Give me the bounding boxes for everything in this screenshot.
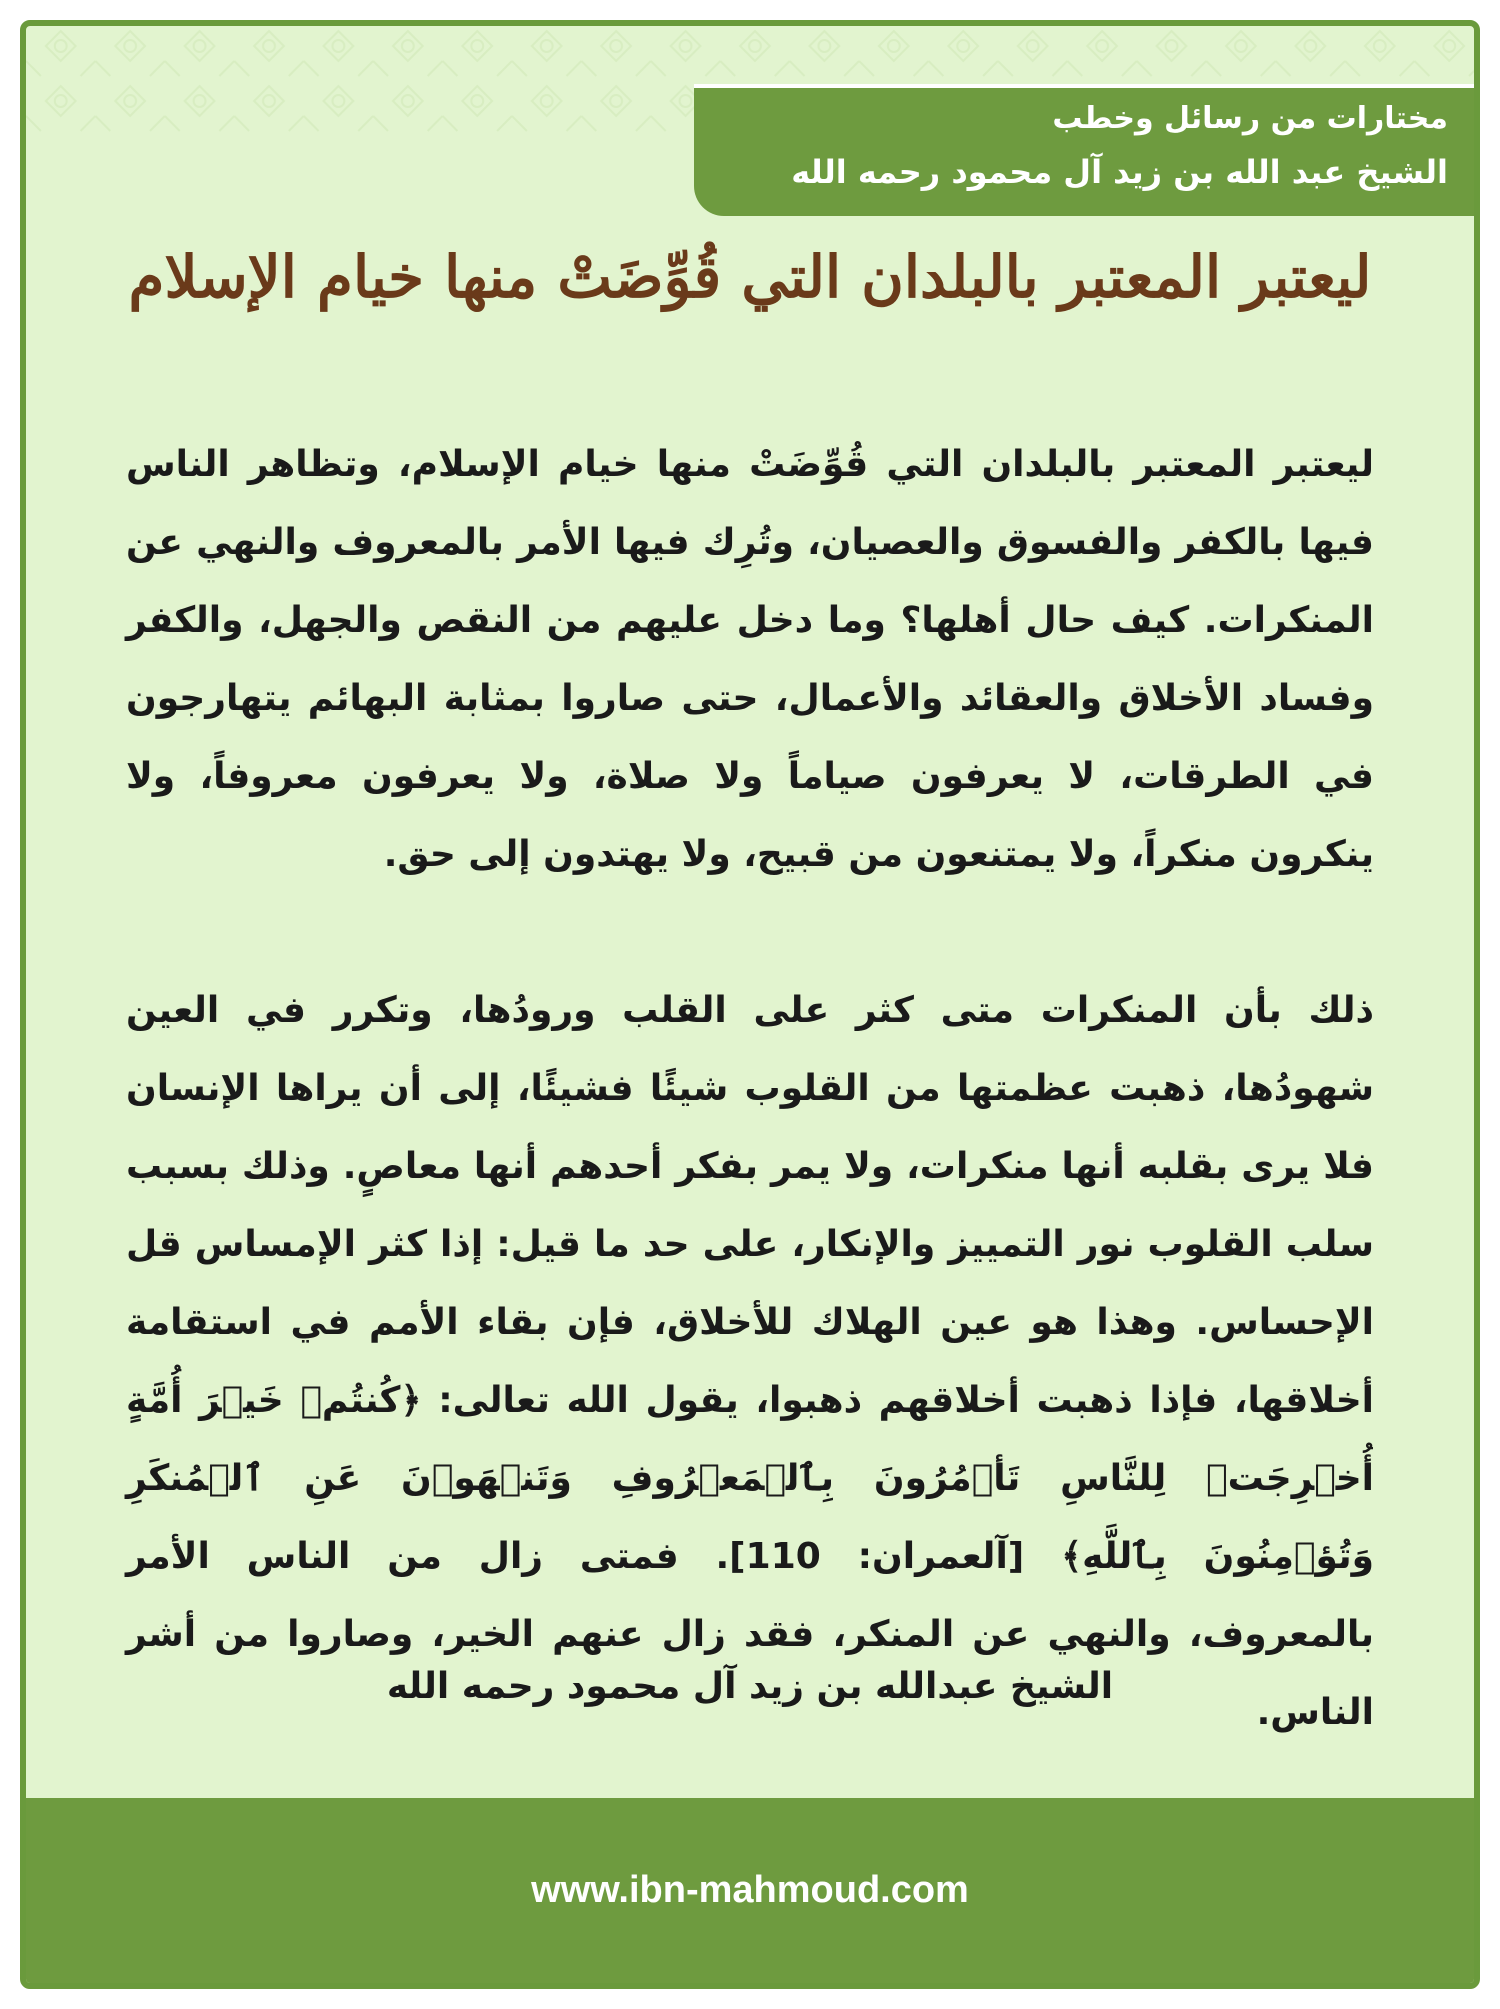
header-author-name: الشيخ عبد الله بن زيد آل محمود رحمه الله bbox=[791, 153, 1448, 191]
article-body bbox=[126, 426, 1374, 1752]
website-link[interactable]: www.ibn-mahmoud.com bbox=[531, 1869, 969, 1911]
page-frame bbox=[20, 20, 1480, 1989]
article-title: ليعتبر المعتبر بالبلدان التي قُوِّضَتْ منها خيام الإسلام bbox=[128, 243, 1372, 311]
header-series-title: مختارات من رسائل وخطب bbox=[1052, 101, 1448, 136]
body-paragraph-2: ذلك بأن المنكرات متى كثر على القلب ورودُها، وتكرر في العين شهودُها، ذهبت عظمتها من القلوب شيئًا فشيئًا، إلى أن يراها الإنسان فلا يرى بقلبه أنها منكرات، ولا يمر بفكر أحدهم أنها معاصٍ. وذلك بسبب سلب القلوب نور التمييز والإنكار، على حد ما قيل: إذا كثر الإمساس قل الإحساس. وهذا هو عين الهلاك للأخلاق، فإن بقاء الأمم في استقامة أخلاقها، فإذا ذهبت أخلاقهم ذهبوا، يقول الله تعالى: ﴿كُنتُمۡ خَيۡرَ أُمَّةٍ أُخۡرِجَتۡ لِلنَّاسِ تَأۡمُرُونَ بِٱلۡمَعۡرُوفِ وَتَنۡهَوۡنَ عَنِ ٱلۡمُنكَرِ وَتُؤۡمِنُونَ بِٱللَّهِ﴾ [آلعمران: 110]. فمتى زال من الناس الأمر بالمعروف، والنهي عن المنكر، فقد زال عنهم الخير، وصاروا من أشر الناس. bbox=[126, 990, 1374, 1733]
footer-bar bbox=[26, 1798, 1474, 1983]
author-signature: الشيخ عبدالله بن زيد آل محمود رحمه الله bbox=[386, 1666, 1114, 1707]
body-paragraph-1: ليعتبر المعتبر بالبلدان التي قُوِّضَتْ منها خيام الإسلام، وتظاهر الناس فيها بالكفر والفسوق والعصيان، وتُرِك فيها الأمر بالمعروف والنهي عن المنكرات. كيف حال أهلها؟ وما دخل عليهم من النقص والجهل، والكفر وفساد الأخلاق والعقائد والأعمال، حتى صاروا بمثابة البهائم يتهارجون في الطرقات، لا يعرفون صياماً ولا صلاة، ولا يعرفون معروفاً، ولا ينكرون منكراً، ولا يمتنعون من قبيح، ولا يهتدون إلى حق. bbox=[126, 444, 1374, 875]
header-ribbon bbox=[694, 84, 1474, 216]
